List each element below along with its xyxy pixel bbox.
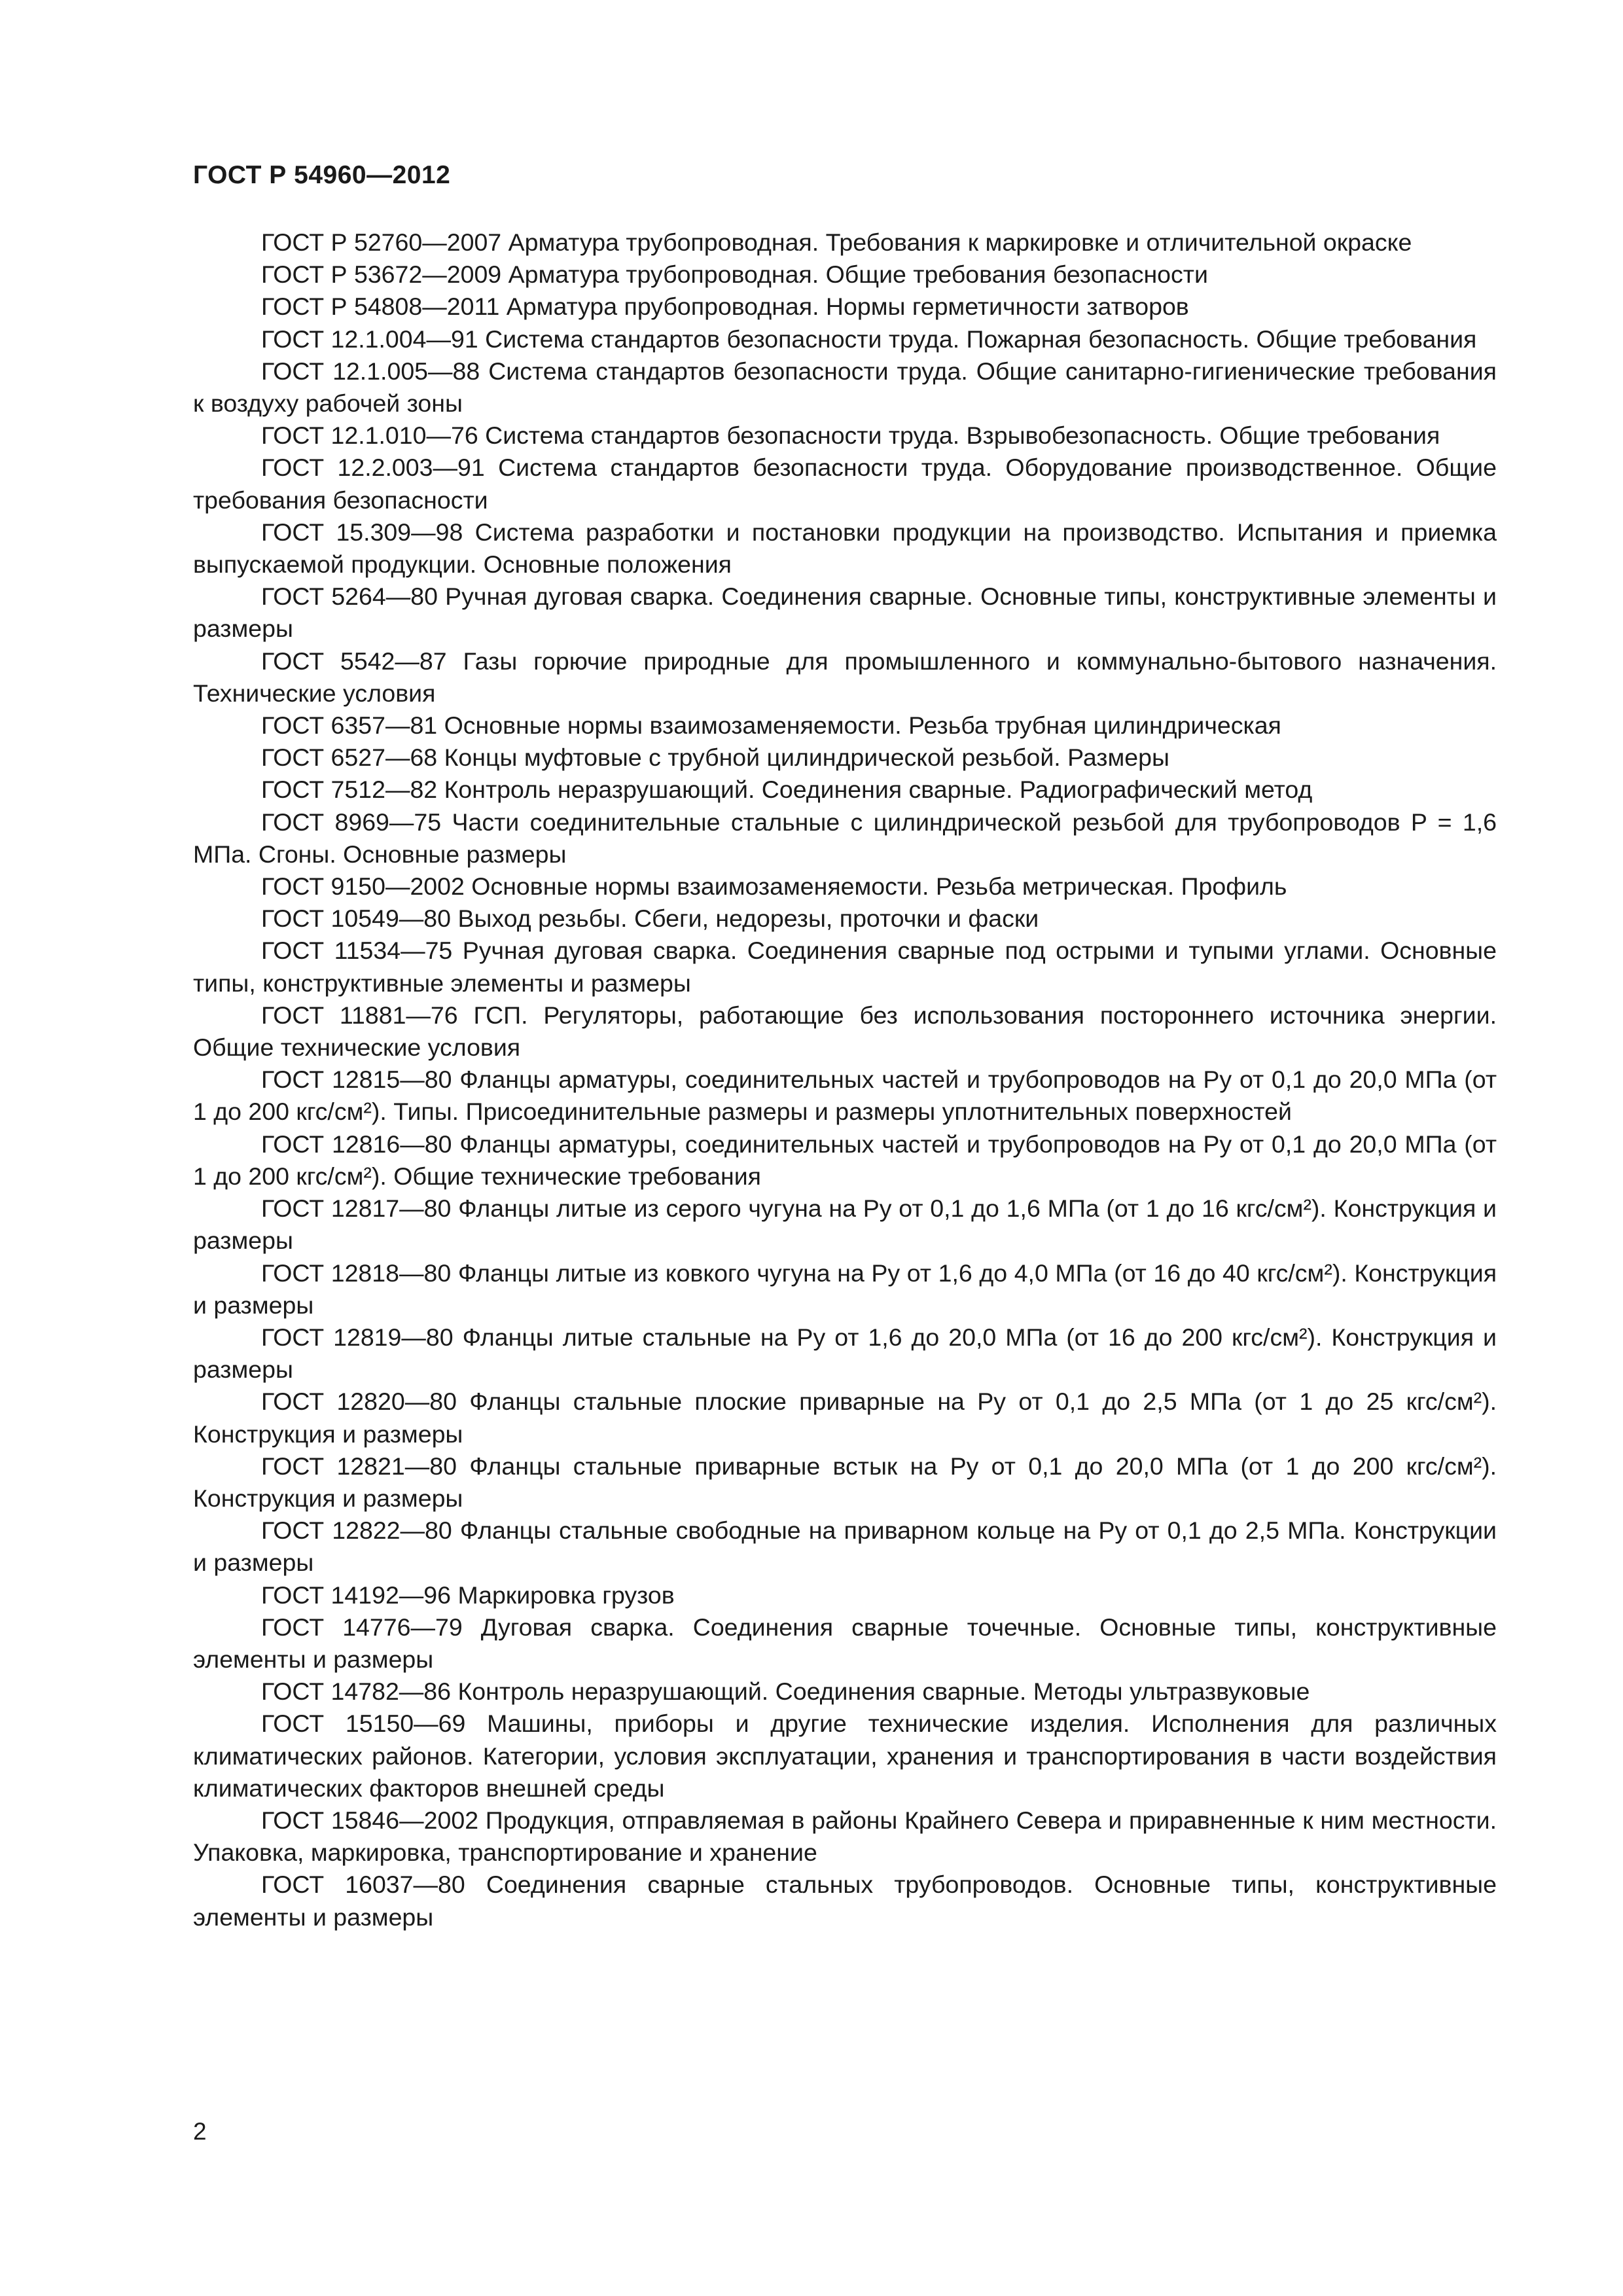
reference-item: ГОСТ 12.2.003—91 Система стандартов безопасности труда. Оборудование производственное. Общие требования безопасности	[193, 454, 1497, 514]
reference-item: ГОСТ 5264—80 Ручная дуговая сварка. Соединения сварные. Основные типы, конструктивные элементы и размеры	[193, 583, 1497, 643]
reference-item: ГОСТ 14192—96 Маркировка грузов	[261, 1581, 675, 1609]
document-header: ГОСТ Р 54960—2012	[193, 161, 451, 189]
reference-item: ГОСТ 10549—80 Выход резьбы. Сбеги, недорезы, проточки и фаски	[261, 905, 1039, 933]
reference-item: ГОСТ 12818—80 Фланцы литые из ковкого чугуна на Pу от 1,6 до 4,0 МПа (от 16 до 40 кгс/см²). Конструкция и размеры	[193, 1259, 1497, 1319]
reference-item: ГОСТ 12821—80 Фланцы стальные приварные встык на Pу от 0,1 до 20,0 МПа (от 1 до 200 кгс/см²). Конструкция и размеры	[193, 1452, 1497, 1512]
reference-item: ГОСТ 14782—86 Контроль неразрушающий. Соединения сварные. Методы ультразвуковые	[261, 1677, 1310, 1706]
reference-item: ГОСТ 12.1.010—76 Система стандартов безопасности труда. Взрывобезопасность. Общие требования	[261, 422, 1440, 450]
reference-item: ГОСТ 6527—68 Концы муфтовые с трубной цилиндрической резьбой. Размеры	[261, 744, 1169, 772]
reference-item: ГОСТ 15150—69 Машины, приборы и другие технические изделия. Исполнения для различных климатических районов. Категории, условия эксплуатации, хранения и транспортирования в части воздействия климатических факторов внешней среды	[193, 1710, 1497, 1802]
reference-item: ГОСТ 15.309—98 Система разработки и постановки продукции на производство. Испытания и приемка выпускаемой продукции. Основные положения	[193, 518, 1497, 579]
reference-item: ГОСТ Р 53672—2009 Арматура трубопроводная. Общие требования безопасности	[261, 260, 1208, 289]
reference-item: ГОСТ 12815—80 Фланцы арматуры, соединительных частей и трубопроводов на Pу от 0,1 до 20,0 МПа (от 1 до 200 кгс/см²). Типы. Присоединительные размеры и размеры уплотнительных поверхностей	[193, 1066, 1497, 1126]
reference-item: ГОСТ 11534—75 Ручная дуговая сварка. Соединения сварные под острыми и тупыми углами. Основные типы, конструктивные элементы и размеры	[193, 937, 1497, 997]
reference-item: ГОСТ 12.1.005—88 Система стандартов безопасности труда. Общие санитарно-гигиенические требования к воздуху рабочей зоны	[193, 357, 1497, 418]
reference-item: ГОСТ 12819—80 Фланцы литые стальные на Pу от 1,6 до 20,0 МПа (от 16 до 200 кгс/см²). Конструкция и размеры	[193, 1323, 1497, 1384]
reference-item: ГОСТ Р 52760—2007 Арматура трубопроводная. Требования к маркировке и отличительной окраске	[261, 228, 1412, 256]
reference-item: ГОСТ 8969—75 Части соединительные стальные с цилиндрической резьбой для трубопроводов P = 1,6 МПа. Сгоны. Основные размеры	[193, 808, 1497, 868]
reference-item: ГОСТ 11881—76 ГСП. Регуляторы, работающие без использования постороннего источника энергии. Общие технические условия	[193, 1001, 1497, 1062]
reference-item: ГОСТ 16037—80 Соединения сварные стальных трубопроводов. Основные типы, конструктивные элементы и размеры	[193, 1871, 1497, 1931]
reference-item: ГОСТ 12817—80 Фланцы литые из серого чугуна на Pу от 0,1 до 1,6 МПа (от 1 до 16 кгс/см²). Конструкция и размеры	[193, 1194, 1497, 1255]
reference-item: ГОСТ 12816—80 Фланцы арматуры, соединительных частей и трубопроводов на Pу от 0,1 до 20,0 МПа (от 1 до 200 кгс/см²). Общие технические требования	[193, 1130, 1497, 1190]
normative-references	[193, 226, 1497, 1933]
reference-item: ГОСТ 5542—87 Газы горючие природные для промышленного и коммунально-бытового назначения. Технические условия	[193, 647, 1497, 707]
reference-item: ГОСТ 12.1.004—91 Система стандартов безопасности труда. Пожарная безопасность. Общие требования	[261, 325, 1477, 353]
page-number: 2	[193, 2118, 207, 2145]
reference-item: ГОСТ 12820—80 Фланцы стальные плоские приварные на Pу от 0,1 до 2,5 МПа (от 1 до 25 кгс/см²). Конструкция и размеры	[193, 1388, 1497, 1448]
reference-item: ГОСТ 12822—80 Фланцы стальные свободные на приварном кольце на Pу от 0,1 до 2,5 МПа. Конструкции и размеры	[193, 1516, 1497, 1577]
reference-item: ГОСТ 14776—79 Дуговая сварка. Соединения сварные точечные. Основные типы, конструктивные элементы и размеры	[193, 1613, 1497, 1673]
reference-item: ГОСТ 6357—81 Основные нормы взаимозаменяемости. Резьба трубная цилиндрическая	[261, 711, 1281, 740]
reference-item: ГОСТ Р 54808—2011 Арматура прубопроводная. Нормы герметичности затворов	[261, 293, 1189, 321]
reference-item: ГОСТ 15846—2002 Продукция, отправляемая в районы Крайнего Севера и приравненные к ним местности. Упаковка, маркировка, транспортирование и хранение	[193, 1806, 1497, 1867]
reference-item: ГОСТ 7512—82 Контроль неразрушающий. Соединения сварные. Радиографический метод	[261, 776, 1313, 804]
reference-item: ГОСТ 9150—2002 Основные нормы взаимозаменяемости. Резьба метрическая. Профиль	[261, 872, 1287, 901]
